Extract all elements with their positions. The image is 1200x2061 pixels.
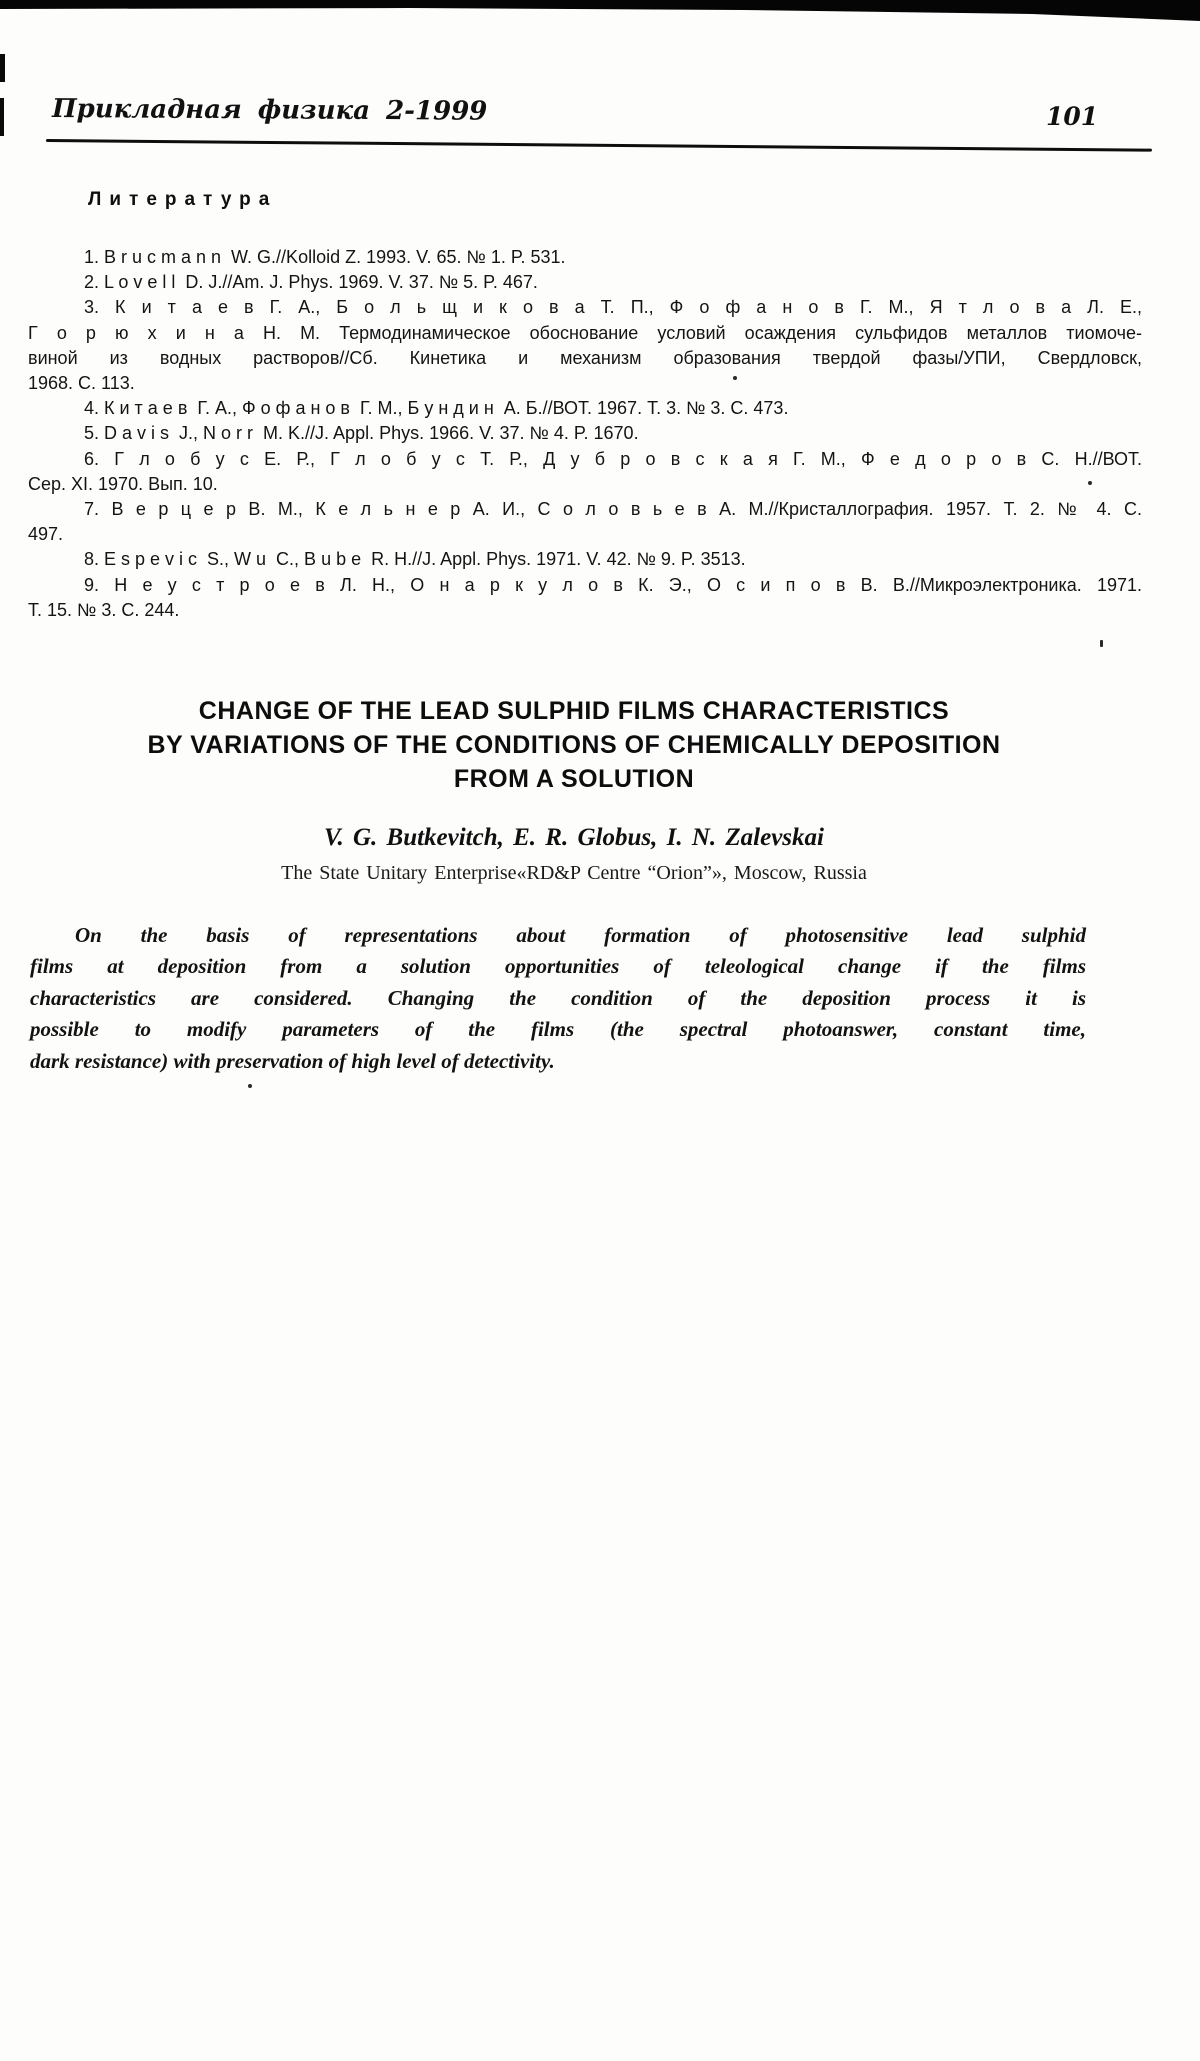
- reference-line: 497.: [28, 524, 64, 545]
- affiliation-line: The State Unitary Enterprise«RD&P Centre “Orion”», Moscow, Russia: [281, 862, 867, 884]
- abstract-line: possible to modify parameters of the films (the spectral photoanswer, constant time,: [30, 1017, 1086, 1042]
- abstract-line: films at deposition from a solution opportunities of teleological change if the films: [30, 954, 1086, 979]
- article-title-line: BY VARIATIONS OF THE CONDITIONS OF CHEMICALLY DEPOSITION: [147, 731, 1001, 759]
- abstract-line: characteristics are considered. Changing the condition of the deposition process it is: [30, 985, 1086, 1010]
- authors-line: V. G. Butkevitch, E. R. Globus, I. N. Zalevskai: [324, 824, 824, 851]
- reference-line: Г о р ю х и н а Н. М. Термодинамическое обоснование условий осаждения сульфидов металлов тиомоче-: [28, 322, 1142, 343]
- literature-heading: Литература: [88, 189, 278, 210]
- reference-line: 8. E s p e v i c S., W u C., B u b e R. H.//J. Appl. Phys. 1971. V. 42. № 9. P. 3513.: [84, 549, 746, 570]
- reference-line: 1. B r u c m a n n W. G.//Kolloid Z. 1993. V. 65. № 1. P. 531.: [84, 247, 566, 267]
- scan-artifact-left-edge: [0, 54, 5, 82]
- reference-line: 4. К и т а е в Г. А., Ф о ф а н о в Г. М., Б у н д и н А. Б.//ВОТ. 1967. Т. 3. № 3. С. 473.: [84, 398, 789, 419]
- reference-line: 5. D a v i s J., N o r r M. K.//J. Appl. Phys. 1966. V. 37. № 4. P. 1670.: [84, 423, 639, 444]
- reference-line: 9. Н е у с т р о е в Л. Н., О н а р к у л о в К. Э., О с и п о в В. В.//Микроэлектроника. 1971.: [84, 574, 1142, 595]
- reference-list: [28, 245, 1142, 623]
- header-rule: [46, 139, 1152, 152]
- journal-name: Прикладная физика 2-1999: [51, 94, 488, 127]
- scan-artifact-left-edge: [0, 98, 4, 136]
- reference-line: 2. L o v e l l D. J.//Am. J. Phys. 1969. V. 37. № 5. P. 467.: [84, 272, 538, 293]
- reference-line: 3. К и т а е в Г. А., Б о л ь щ и к о в а Т. П., Ф о ф а н о в Г. М., Я т л о в а Л. Е.,: [84, 297, 1142, 318]
- reference-line: виной из водных растворов//Сб. Кинетика и механизм образования твердой фазы/УПИ, Свердловск,: [28, 347, 1142, 368]
- article-title-line: CHANGE OF THE LEAD SULPHID FILMS CHARACTERISTICS: [198, 697, 950, 725]
- reference-line: Сер. XI. 1970. Вып. 10.: [28, 473, 218, 494]
- abstract: [30, 920, 1086, 1077]
- article-title: [0, 694, 1148, 796]
- scan-speck: [1100, 640, 1103, 647]
- abstract-line: dark resistance) with preservation of high level of detectivity.: [30, 1048, 555, 1073]
- article-title-line: FROM A SOLUTION: [453, 765, 695, 793]
- abstract-line: On the basis of representations about formation of photosensitive lead sulphid: [75, 923, 1086, 947]
- reference-line: 1968. С. 113.: [28, 373, 135, 394]
- reference-line: Т. 15. № 3. С. 244.: [28, 599, 180, 620]
- scan-speck: [248, 1084, 252, 1088]
- page-number: 101: [1046, 102, 1099, 131]
- reference-line: 7. В е р ц е р В. М., К е л ь н е р А. И., С о л о в ь е в А. М.//Кристаллография. 1957. Т. 2. № 4. С.: [84, 499, 1142, 520]
- scan-artifact-top-edge: [0, 0, 1200, 24]
- reference-line: 6. Г л о б у с Е. Р., Г л о б у с Т. Р., Д у б р о в с к а я Г. М., Ф е д о р о в С. Н.//ВОТ.: [84, 448, 1142, 469]
